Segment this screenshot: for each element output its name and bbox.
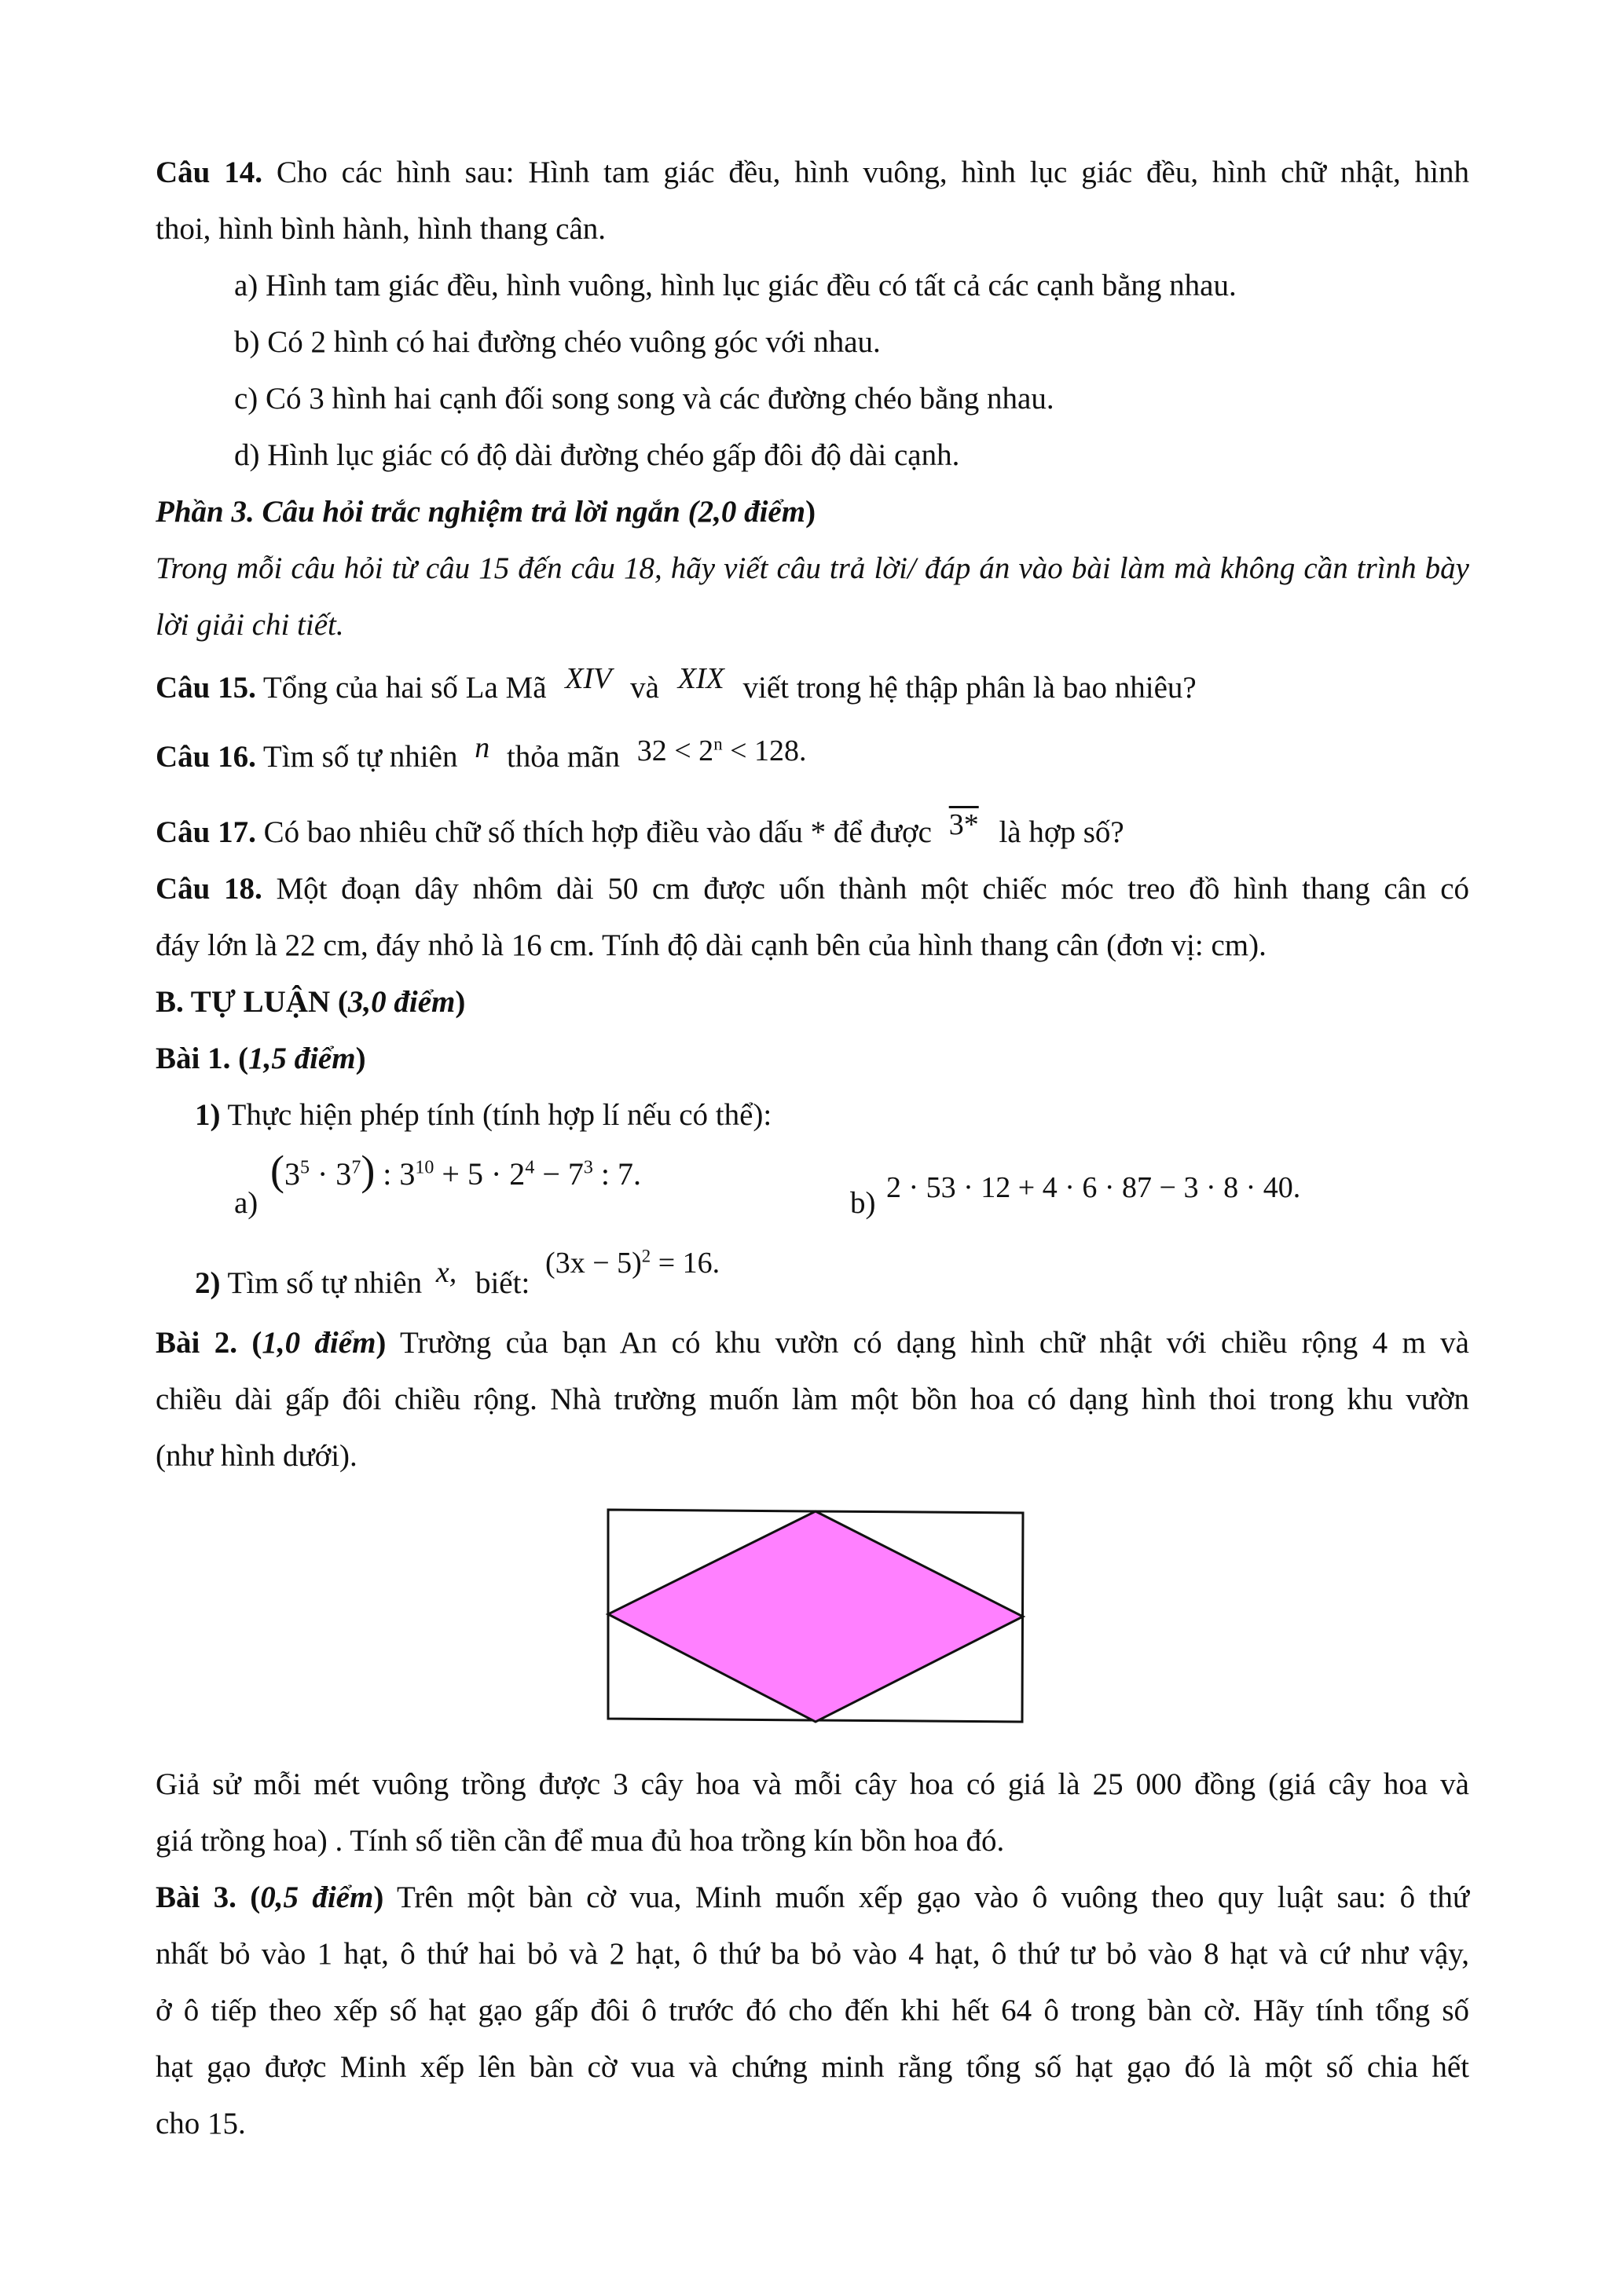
bai3-line3: ở ô tiếp theo xếp số hạt gạo gấp đôi ô trước đó cho đến khi hết 64 ô trong bàn cờ. Hãy tính tổng số <box>156 1994 1469 2027</box>
bai1-part2-expr-b: = 16. <box>651 1247 720 1280</box>
bai1-part2-expr-sup: 2 <box>641 1246 651 1266</box>
bai1-part2-expr-a: (3x − 5) <box>545 1247 642 1280</box>
bai2-after-line1: Giả sử mỗi mét vuông trồng được 3 cây hoa và mỗi cây hoa có giá là 25 000 đồng (giá cây hoa và <box>156 1767 1469 1801</box>
q16-expr-b: < 128. <box>722 734 807 767</box>
bai3-score: 0,5 điểm <box>260 1880 374 1914</box>
bai1-part2-text2: biết: <box>467 1266 538 1300</box>
q17-text-a: Có bao nhiêu chữ số thích hợp điều vào dấu * để được <box>255 815 940 849</box>
q16-label: Câu 16. <box>156 740 256 774</box>
bai1-a-expr: $(3^5 \cdot 3^7)$ : $3^{10} + 5 \cdot 2^4 - 7^3$ : 7. <box>270 1147 641 1194</box>
bai3-close: ) <box>373 1880 384 1914</box>
q14-item-c: c) Có 3 hình hai cạnh đối song song và các đường chéo bằng nhau. <box>234 382 1054 416</box>
flower-bed-rhombus <box>608 1511 1023 1722</box>
q15-text-c: viết trong hệ thập phân là bao nhiêu? <box>735 671 1197 705</box>
q18-text-line1: Một đoạn dây nhôm dài 50 cm được uốn thành một chiếc móc treo đồ hình thang cân có <box>262 872 1470 906</box>
q18-line2: đáy lớn là 22 cm, đáy nhỏ là 16 cm. Tính độ dài cạnh bên của hình thang cân (đơn vị: cm). <box>156 928 1267 962</box>
bai1-a-label: a) <box>234 1186 258 1220</box>
rhombus-figure <box>597 1499 1037 1727</box>
part3-score: 2,0 điểm <box>698 495 806 529</box>
q16-var: n <box>475 731 490 764</box>
section-b-close: ) <box>455 985 466 1019</box>
q17-number: 3* <box>948 808 979 841</box>
q17-text-b: là hợp số? <box>991 815 1124 849</box>
q15-label: Câu 15. <box>156 671 256 705</box>
q14-item-b: b) Có 2 hình có hai đường chéo vuông góc với nhau. <box>234 325 881 359</box>
bai3-heading-text: Bài 3. ( <box>156 1880 261 1914</box>
q15-roman-2: XIX <box>677 662 724 695</box>
q14-item-d: d) Hình lục giác có độ dài đường chéo gấp đôi độ dài cạnh. <box>234 438 960 472</box>
section-b-heading-text: B. TỰ LUẬN ( <box>156 985 348 1019</box>
q16-text-b: thỏa mãn <box>499 740 628 774</box>
bai2-close: ) <box>376 1326 387 1360</box>
q14-line1 <box>156 154 1469 192</box>
part3-heading <box>156 493 1469 531</box>
bai1-part2-var: x, <box>435 1256 457 1289</box>
bai1-heading <box>156 1040 1469 1078</box>
q16-expr <box>637 734 807 767</box>
section-b-score: 3,0 điểm <box>347 985 456 1019</box>
bai2-line2: chiều dài gấp đôi chiều rộng. Nhà trường muốn làm một bồn hoa có dạng hình thoi trong khu vườn <box>156 1382 1469 1416</box>
q14-label: Câu 14. <box>156 156 262 189</box>
bai3-line1 <box>156 1879 1469 1917</box>
bai1-heading-text: Bài 1. ( <box>156 1042 249 1075</box>
q15-text-a: Tổng của hai số La Mã <box>255 671 555 705</box>
q14-item-a: a) Hình tam giác đều, hình vuông, hình lục giác đều có tất cả các cạnh bằng nhau. <box>234 269 1237 302</box>
bai1-close: ) <box>355 1042 366 1075</box>
q17-label: Câu 17. <box>156 815 256 849</box>
bai3-line5: cho 15. <box>156 2107 246 2140</box>
part3-instruction-line2: lời giải chi tiết. <box>156 608 344 642</box>
bai1-part2-expr <box>545 1247 720 1280</box>
q16-text-a: Tìm số tự nhiên <box>255 740 466 774</box>
q15 <box>156 662 1469 707</box>
q16-expr-sup: n <box>713 734 723 754</box>
bai2-line1 <box>156 1324 1469 1362</box>
bai1-part1 <box>195 1097 1509 1134</box>
part3-close: ) <box>805 495 816 529</box>
bai1-part2 <box>195 1246 1509 1302</box>
bai3-line4: hạt gạo được Minh xếp lên bàn cờ vua và chứng minh rằng tổng số hạt gạo đó là một số chia hết <box>156 2050 1469 2084</box>
bai1-b-label: b) <box>850 1186 876 1220</box>
bai1-part1-num: 1) <box>195 1098 221 1132</box>
bai2-after-line2: giá trồng hoa) . Tính số tiền cần để mua đủ hoa trồng kín bồn hoa đó. <box>156 1824 1005 1858</box>
q15-text-b: và <box>622 671 667 705</box>
bai2-line3: (như hình dưới). <box>156 1439 357 1473</box>
q17 <box>156 808 1469 851</box>
q16 <box>156 731 1469 776</box>
q16-expr-a: 32 < 2 <box>636 734 714 767</box>
q14-text-line1: Cho các hình sau: Hình tam giác đều, hình vuông, hình lục giác đều, hình chữ nhật, hình <box>262 156 1469 189</box>
q15-roman-1: XIV <box>565 662 612 695</box>
bai2-heading-text: Bài 2. ( <box>156 1326 262 1360</box>
q18-label: Câu 18. <box>156 872 262 906</box>
bai2-text-line1: Trường của bạn An có khu vườn có dạng hình chữ nhật với chiều rộng 4 m và <box>386 1326 1469 1360</box>
part3-heading-text: Phần 3. Câu hỏi trắc nghiệm trả lời ngắn ( <box>156 495 698 529</box>
bai1-b-expr: 2 · 53 · 12 + 4 · 6 · 87 − 3 · 8 · 40. <box>886 1171 1301 1204</box>
bai3-line2: nhất bỏ vào 1 hạt, ô thứ hai bỏ và 2 hạt, ô thứ ba bỏ vào 4 hạt, ô thứ tư bỏ vào 8 hạt và cứ như vậy, <box>156 1937 1469 1971</box>
q14-line2: thoi, hình bình hành, hình thang cân. <box>156 212 607 246</box>
bai3-text-line1: Trên một bàn cờ vua, Minh muốn xếp gạo vào ô vuông theo quy luật sau: ô thứ <box>383 1880 1469 1914</box>
bai2-score: 1,0 điểm <box>262 1326 376 1360</box>
q18-line1 <box>156 870 1469 908</box>
bai1-score: 1,5 điểm <box>248 1042 356 1075</box>
bai1-part1-text: Thực hiện phép tính (tính hợp lí nếu có thể): <box>220 1098 772 1132</box>
part3-instruction-line1: Trong mỗi câu hỏi từ câu 15 đến câu 18, hãy viết câu trả lời/ đáp án vào bài làm mà không cần trình bày <box>156 551 1469 585</box>
bai1-part2-num: 2) <box>195 1266 221 1300</box>
section-b-heading <box>156 983 1469 1021</box>
bai1-part2-text: Tìm số tự nhiên <box>220 1266 430 1300</box>
